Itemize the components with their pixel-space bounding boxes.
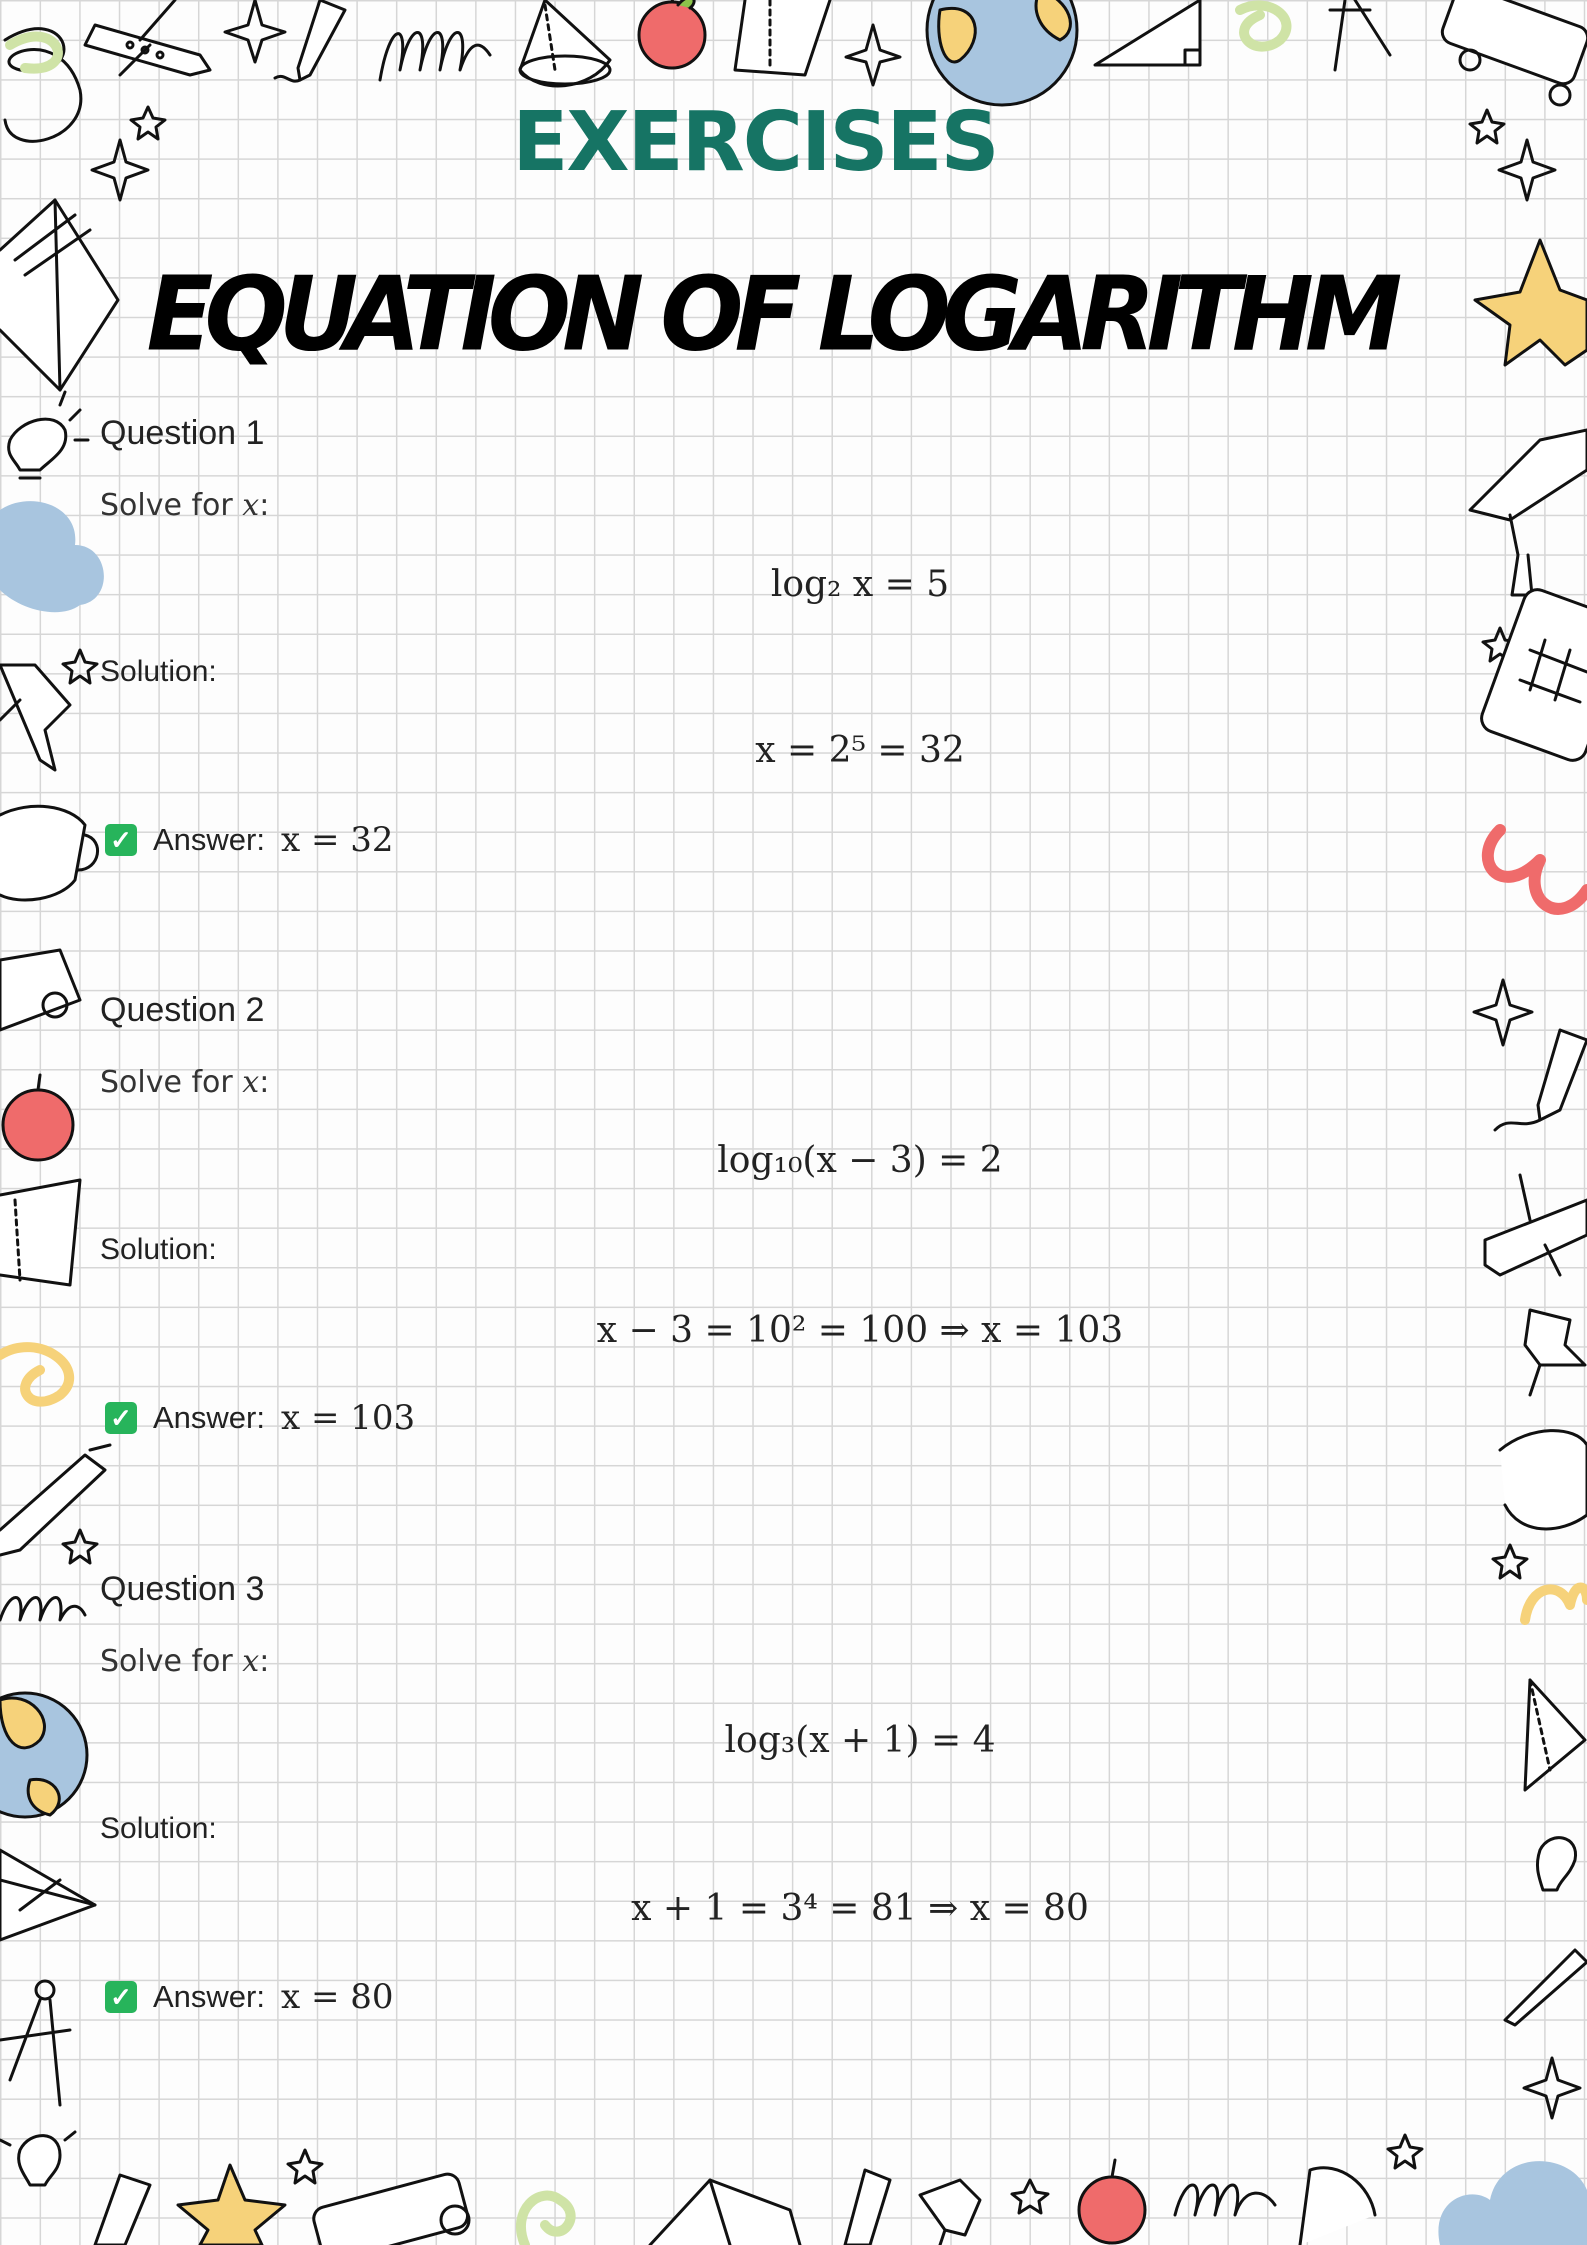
answer-value: x = 32 [280,820,394,860]
lightbulb-right-icon [1537,1838,1575,1890]
check-square-icon: ✓ [105,1402,137,1434]
page-title: EQUATION OF LOGARITHM [146,255,1394,375]
pen-right-icon [1505,1950,1587,2025]
compass-icon [1330,0,1390,70]
question-2-answer [105,1398,415,1438]
question-3-prompt: Solve for x: [100,1644,270,1679]
question-3-equation: log₃(x + 1) = 4 [724,1720,996,1761]
question-1-solution: x = 2⁵ = 32 [755,730,965,771]
airplane-icon [85,0,210,75]
protractor-icon [1300,2168,1375,2245]
answer-label: Answer: [153,1400,265,1435]
prompt-variable: x [242,1644,260,1679]
globe-icon [927,0,1077,105]
lightbulb-bottom-icon [0,2132,75,2185]
question-3-solution: x + 1 = 3⁴ = 81 ⇒ x = 80 [631,1888,1089,1929]
prompt-variable: x [242,1065,260,1100]
pen-icon [0,1445,110,1555]
question-2-prompt: Solve for x: [100,1065,270,1100]
bus-bottom-icon [311,2171,470,2245]
loops-icon [380,33,490,81]
trapezoid-left-icon [0,1180,80,1285]
cloud-bottom-icon [1438,2161,1587,2245]
pencil-right-icon [1495,1030,1587,1130]
cone-icon [520,0,610,86]
airplane-right-icon [1485,1175,1587,1275]
pushpin-bottom-icon [920,2180,980,2245]
question-2-equation: log₁₀(x − 3) = 2 [717,1140,1003,1181]
lightbulb-icon [9,392,88,478]
check-square-icon: ✓ [105,1981,137,2013]
question-2-heading: Question 2 [100,991,265,1029]
question-3-heading: Question 3 [100,1570,265,1608]
trapezoid-icon [735,0,830,75]
mug-icon [0,806,98,900]
mug-right-icon [1500,1431,1587,1529]
answer-label: Answer: [153,1979,265,2014]
prompt-text: Solve for [100,488,233,523]
apple-icon [639,0,705,68]
check-square-icon: ✓ [105,824,137,856]
prompt-text: Solve for [100,1644,233,1679]
sparkle-icon [225,0,285,62]
bus-icon [1439,0,1587,105]
question-3-answer [105,1977,394,2017]
answer-value: x = 103 [280,1398,416,1438]
triangle-icon [1095,0,1200,65]
category-title: EXERCISES [512,95,998,190]
pencil-icon [275,0,345,81]
answer-label: Answer: [153,822,265,857]
book-bottom-icon [650,2180,800,2245]
question-1-equation: log₂ x = 5 [770,564,950,605]
apple-bottom-icon [1079,2160,1145,2243]
answer-value: x = 80 [280,1977,394,2017]
question-1-prompt: Solve for x: [100,488,270,523]
prompt-text: Solve for [100,1065,233,1100]
compass-left-icon [0,1981,70,2105]
bus-side-icon [0,950,80,1030]
question-2-solution-label: Solution: [100,1233,217,1266]
question-1-solution-label: Solution: [100,655,217,688]
question-1-answer [105,820,394,860]
question-3-solution-label: Solution: [100,1812,217,1845]
question-2-solution: x − 3 = 10² = 100 ⇒ x = 103 [596,1310,1124,1351]
prompt-variable: x [242,488,260,523]
pencil-bottom-icon [95,2175,150,2245]
question-1-heading: Question 1 [100,414,265,452]
